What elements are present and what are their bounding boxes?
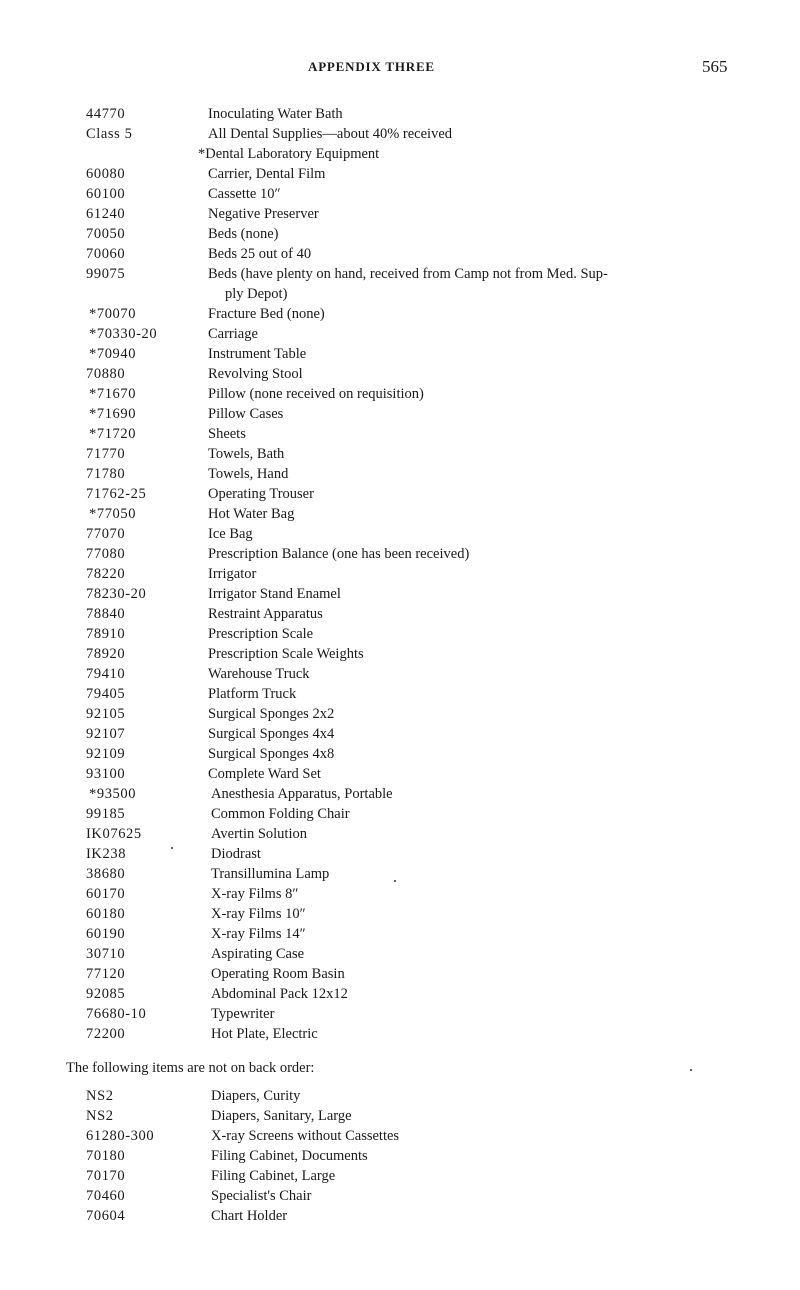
- item-description: Filing Cabinet, Documents: [211, 1148, 368, 1164]
- list-item: [0, 564, 800, 584]
- item-code: *71690: [89, 406, 137, 422]
- list-item: [0, 204, 800, 224]
- supply-list-not-back-order: [0, 1086, 800, 1226]
- item-description-continuation: ply Depot): [225, 286, 288, 302]
- item-code: 61240: [86, 206, 126, 222]
- item-description: Revolving Stool: [208, 366, 303, 382]
- item-description: Anesthesia Apparatus, Portable: [211, 786, 393, 802]
- item-code: 44770: [86, 106, 126, 122]
- item-code: *71720: [89, 426, 137, 442]
- list-item: [0, 264, 800, 304]
- item-description: Specialist's Chair: [211, 1188, 312, 1204]
- item-code: 77120: [86, 966, 126, 982]
- item-description: Hot Water Bag: [208, 506, 295, 522]
- scan-speck: [690, 1069, 692, 1071]
- item-code: 99185: [86, 806, 126, 822]
- list-item: [0, 464, 800, 484]
- item-description: Operating Trouser: [208, 486, 314, 502]
- item-description: Fracture Bed (none): [208, 306, 325, 322]
- scan-speck: [171, 847, 173, 849]
- item-description: Negative Preserver: [208, 206, 319, 222]
- item-code: NS2: [86, 1108, 114, 1124]
- item-description: X-ray Screens without Cassettes: [211, 1128, 400, 1144]
- item-description: Surgical Sponges 4x4: [208, 726, 335, 742]
- item-description: Carriage: [208, 326, 258, 342]
- item-code: 60190: [86, 926, 126, 942]
- item-code: 60180: [86, 906, 126, 922]
- list-item: [0, 824, 800, 844]
- item-description: Beds 25 out of 40: [208, 246, 312, 262]
- list-item: [0, 1166, 800, 1186]
- list-item: [0, 984, 800, 1004]
- list-item: [0, 724, 800, 744]
- item-code: 77070: [86, 526, 126, 542]
- list-item: [0, 344, 800, 364]
- item-code: IK238: [86, 846, 127, 862]
- list-item: [0, 1146, 800, 1166]
- item-code: 78230-20: [86, 586, 147, 602]
- list-item: [0, 884, 800, 904]
- running-head: APPENDIX THREE: [308, 59, 435, 74]
- item-description: Warehouse Truck: [208, 666, 310, 682]
- item-description: Surgical Sponges 2x2: [208, 706, 335, 722]
- item-description: Prescription Balance (one has been received): [208, 546, 470, 562]
- list-item: [0, 1004, 800, 1024]
- list-item: [0, 544, 800, 564]
- list-item: [0, 1106, 800, 1126]
- item-code: 30710: [86, 946, 126, 962]
- list-item: [0, 784, 800, 804]
- item-code: 92109: [86, 746, 126, 762]
- item-description-line: Beds (have plenty on hand, received from Camp not from Med. Sup-: [208, 266, 608, 282]
- page-header: [0, 59, 800, 79]
- item-description: All Dental Supplies—about 40% received: [208, 126, 453, 142]
- item-code: 78920: [86, 646, 126, 662]
- item-description: Restraint Apparatus: [208, 606, 323, 622]
- item-description: Complete Ward Set: [208, 766, 321, 782]
- item-code: NS2: [86, 1088, 114, 1104]
- list-item: [0, 904, 800, 924]
- item-code: 60100: [86, 186, 126, 202]
- item-description: Operating Room Basin: [211, 966, 345, 982]
- list-item: [0, 924, 800, 944]
- item-code: 38680: [86, 866, 126, 882]
- list-item: [0, 304, 800, 324]
- item-description: Surgical Sponges 4x8: [208, 746, 335, 762]
- list-item: [0, 144, 800, 164]
- list-item: [0, 1024, 800, 1044]
- item-description: Cassette 10″: [208, 186, 281, 202]
- item-code: 60170: [86, 886, 126, 902]
- item-code: 78910: [86, 626, 126, 642]
- list-item: [0, 364, 800, 384]
- item-description: Aspirating Case: [211, 946, 305, 962]
- item-code: 92107: [86, 726, 126, 742]
- item-code: *70940: [89, 346, 137, 362]
- item-code: 71770: [86, 446, 126, 462]
- item-description: Pillow (none received on requisition): [208, 386, 424, 402]
- item-description: Transillumina Lamp: [211, 866, 330, 882]
- list-item: [0, 764, 800, 784]
- item-description: Pillow Cases: [208, 406, 284, 422]
- item-code: 79405: [86, 686, 126, 702]
- list-item: [0, 1186, 800, 1206]
- item-description: Diapers, Curity: [211, 1088, 301, 1104]
- item-description: Towels, Hand: [208, 466, 289, 482]
- item-code: 60080: [86, 166, 126, 182]
- item-code: 78220: [86, 566, 126, 582]
- list-item: [0, 624, 800, 644]
- item-code: 70180: [86, 1148, 126, 1164]
- list-item: [0, 644, 800, 664]
- item-description: X-ray Films 10″: [211, 906, 306, 922]
- section-intro: The following items are not on back order:: [66, 1060, 315, 1076]
- list-item: [0, 484, 800, 504]
- list-item: [0, 1126, 800, 1146]
- scan-speck: [394, 880, 396, 882]
- item-description: Carrier, Dental Film: [208, 166, 326, 182]
- item-description: Diapers, Sanitary, Large: [211, 1108, 352, 1124]
- list-item: [0, 444, 800, 464]
- item-description: *Dental Laboratory Equipment: [198, 146, 380, 162]
- list-item: [0, 1206, 800, 1226]
- list-item: [0, 1086, 800, 1106]
- list-item: [0, 864, 800, 884]
- item-description: Instrument Table: [208, 346, 307, 362]
- item-description: Hot Plate, Electric: [211, 1026, 318, 1042]
- list-item: [0, 324, 800, 344]
- item-code: 72200: [86, 1026, 126, 1042]
- page-number: 565: [702, 57, 728, 76]
- item-code: Class 5: [86, 126, 133, 142]
- list-item: [0, 404, 800, 424]
- item-description: Prescription Scale: [208, 626, 314, 642]
- list-item: [0, 124, 800, 144]
- item-code: 93100: [86, 766, 126, 782]
- item-description: [208, 264, 718, 304]
- item-description: Avertin Solution: [211, 826, 307, 842]
- item-code: 92085: [86, 986, 126, 1002]
- item-description: X-ray Films 14″: [211, 926, 306, 942]
- list-item: [0, 504, 800, 524]
- item-description: Sheets: [208, 426, 246, 442]
- item-code: 77080: [86, 546, 126, 562]
- item-code: 92105: [86, 706, 126, 722]
- list-item: [0, 244, 800, 264]
- item-description: Filing Cabinet, Large: [211, 1168, 336, 1184]
- list-item: [0, 744, 800, 764]
- item-code: 99075: [86, 266, 126, 282]
- list-item: [0, 424, 800, 444]
- list-item: [0, 664, 800, 684]
- item-code: 70060: [86, 246, 126, 262]
- item-description: Beds (none): [208, 226, 279, 242]
- supply-list-back-order: [0, 104, 800, 1044]
- list-item: [0, 844, 800, 864]
- item-description: X-ray Films 8″: [211, 886, 299, 902]
- list-item: [0, 104, 800, 124]
- item-description: Towels, Bath: [208, 446, 285, 462]
- list-item: [0, 684, 800, 704]
- list-item: [0, 704, 800, 724]
- item-code: 78840: [86, 606, 126, 622]
- list-item: [0, 164, 800, 184]
- item-code: 70460: [86, 1188, 126, 1204]
- item-code: 70170: [86, 1168, 126, 1184]
- item-description: Chart Holder: [211, 1208, 288, 1224]
- item-description: Abdominal Pack 12x12: [211, 986, 348, 1002]
- item-code: 70880: [86, 366, 126, 382]
- item-code: 79410: [86, 666, 126, 682]
- list-item: [0, 224, 800, 244]
- list-item: [0, 604, 800, 624]
- item-description: Prescription Scale Weights: [208, 646, 364, 662]
- item-description: Irrigator Stand Enamel: [208, 586, 341, 602]
- item-code: *93500: [89, 786, 137, 802]
- item-description: Platform Truck: [208, 686, 297, 702]
- item-code: *71670: [89, 386, 137, 402]
- list-item: [0, 944, 800, 964]
- item-code: *70330-20: [89, 326, 158, 342]
- item-code: 70604: [86, 1208, 126, 1224]
- item-description: Ice Bag: [208, 526, 253, 542]
- item-code: *77050: [89, 506, 137, 522]
- item-code: 61280-300: [86, 1128, 155, 1144]
- item-code: 70050: [86, 226, 126, 242]
- list-item: [0, 804, 800, 824]
- item-code: IK07625: [86, 826, 142, 842]
- list-item: [0, 584, 800, 604]
- item-code: *70070: [89, 306, 137, 322]
- list-item: [0, 384, 800, 404]
- item-code: 71780: [86, 466, 126, 482]
- item-description: Inoculating Water Bath: [208, 106, 343, 122]
- item-description: Irrigator: [208, 566, 257, 582]
- list-item: [0, 524, 800, 544]
- item-code: 71762-25: [86, 486, 147, 502]
- item-description: Common Folding Chair: [211, 806, 350, 822]
- list-item: [0, 184, 800, 204]
- item-code: 76680-10: [86, 1006, 147, 1022]
- item-description: Typewriter: [211, 1006, 275, 1022]
- item-description: Diodrast: [211, 846, 261, 862]
- list-item: [0, 964, 800, 984]
